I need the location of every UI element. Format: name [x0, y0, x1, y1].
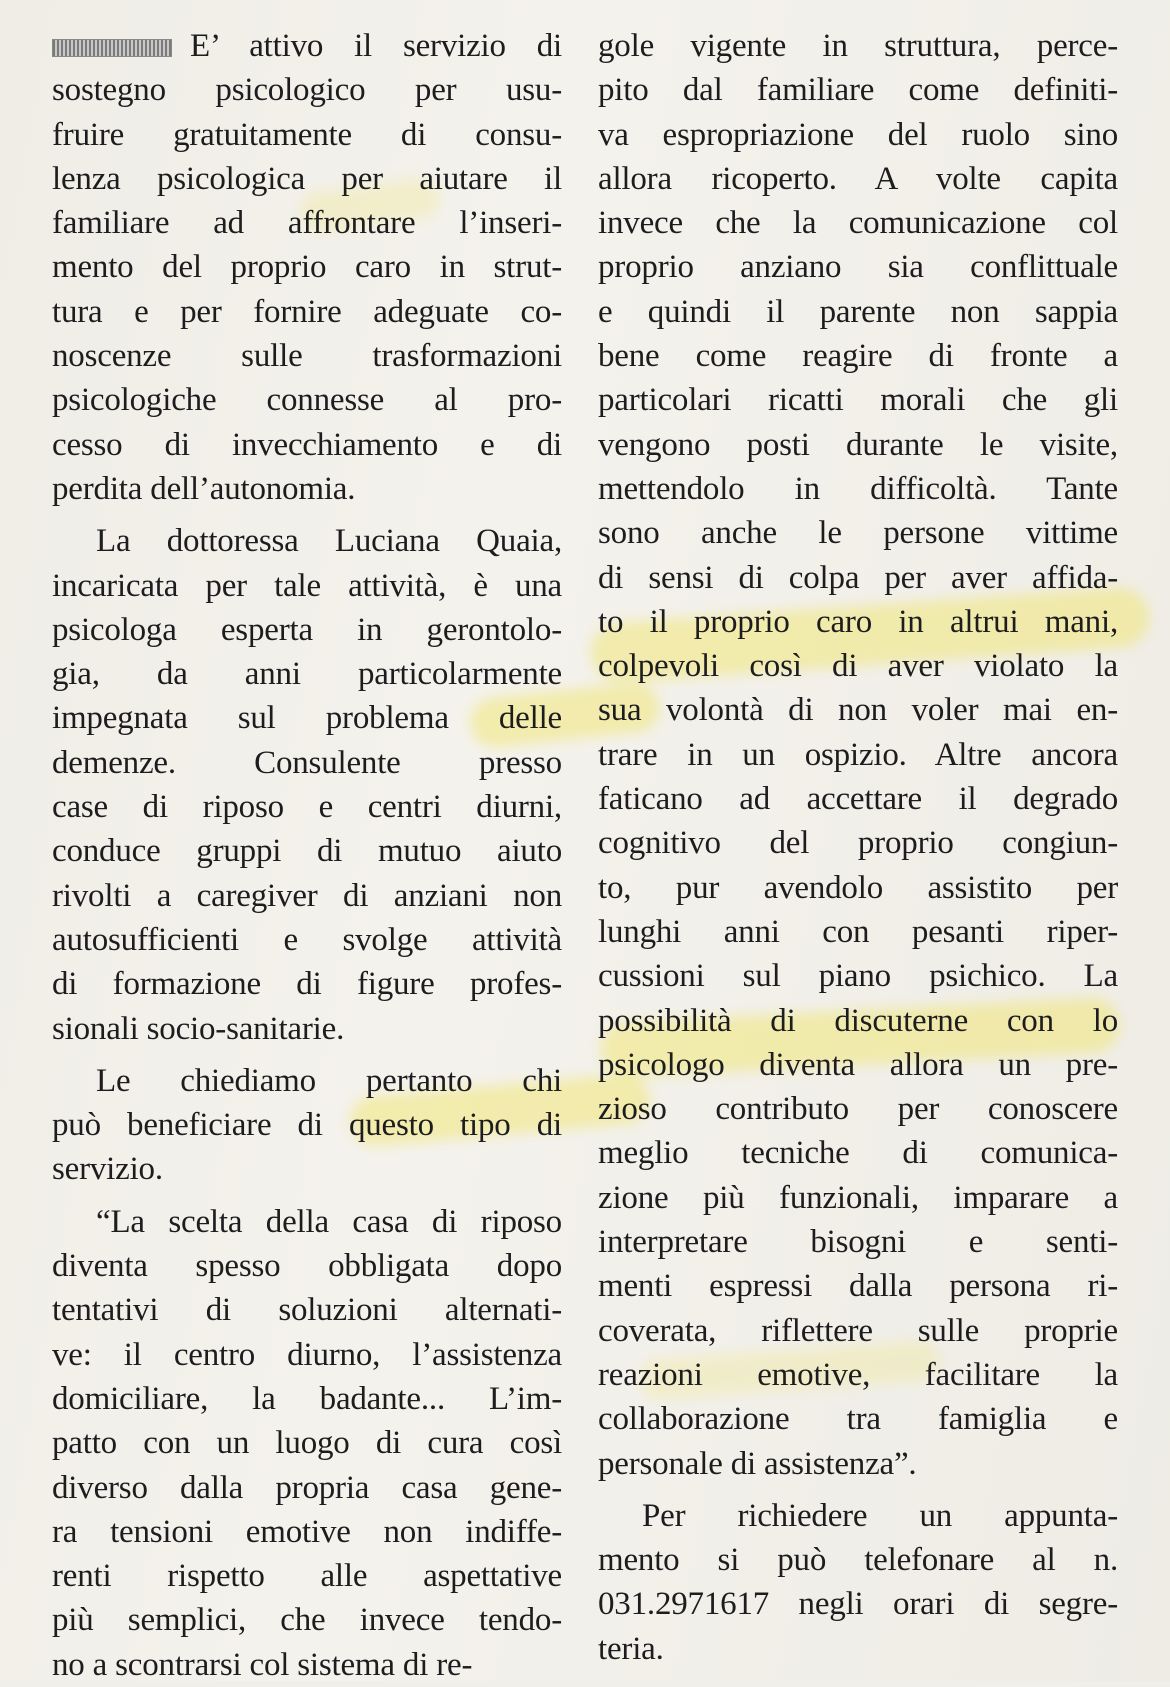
text-line-content: menti espressi dalla persona ri- [598, 1268, 1118, 1305]
text-line [598, 245, 1118, 289]
paragraph-gap [52, 511, 562, 519]
paragraph-gap [52, 1051, 562, 1059]
text-line-content: diventa spesso obbligata dopo [52, 1248, 562, 1285]
edge-fragment [0, 827, 36, 871]
text-line-content: più semplici, che invece tendo- [52, 1602, 562, 1639]
text-line [52, 467, 562, 511]
text-line-content: cognitivo del proprio congiun- [598, 825, 1118, 862]
text-line [598, 68, 1118, 112]
text-line [52, 1059, 562, 1103]
text-line-content: fruire gratuitamente di consu- [52, 116, 562, 153]
edge-fragment [0, 606, 36, 650]
text-line-content: renti rispetto alle aspettative [52, 1558, 562, 1595]
text-line-content: gia, da anni particolarmente [52, 656, 562, 693]
text-line [598, 1397, 1118, 1441]
text-line [598, 290, 1118, 334]
text-line [52, 24, 562, 68]
text-line [52, 1377, 562, 1421]
text-line [52, 245, 562, 289]
text-line [598, 1087, 1118, 1131]
text-line-content: e quindi il parente non sappia [598, 293, 1118, 330]
text-line-content: incaricata per tale attività, è una [52, 567, 562, 604]
text-line-content: domiciliare, la badante... L’im- [52, 1380, 562, 1417]
edge-fragment [0, 1005, 36, 1049]
text-line [598, 1494, 1118, 1538]
adjacent-column-fragments [0, 30, 36, 1580]
edge-fragment [0, 1492, 36, 1536]
text-line [52, 1466, 562, 1510]
text-line-content: interpretare bisogni e senti- [598, 1224, 1118, 1261]
article-paragraph [52, 24, 562, 511]
article-column-left [52, 24, 562, 1687]
text-line [598, 821, 1118, 865]
text-line [52, 1103, 562, 1147]
text-line [598, 1220, 1118, 1264]
text-line-content: La dottoressa Luciana Quaia, [96, 523, 562, 560]
text-line [52, 564, 562, 608]
edge-fragment [0, 429, 36, 473]
text-line [598, 467, 1118, 511]
text-line [598, 24, 1118, 68]
edge-fragment [0, 694, 36, 738]
text-line [598, 688, 1118, 732]
text-line-content: di sensi di colpa per aver affida- [598, 559, 1118, 596]
text-line-content: di formazione di figure profes- [52, 966, 562, 1003]
text-line [598, 644, 1118, 688]
text-line-content: ra tensioni emotive non indiffe- [52, 1513, 562, 1550]
text-line [52, 829, 562, 873]
edge-fragment [0, 960, 36, 1004]
text-line-content: familiare ad affrontare l’inseri- [52, 205, 562, 242]
text-line-content: zioso contributo per conoscere [598, 1091, 1118, 1128]
text-line-content: sono anche le persone vittime [598, 515, 1118, 552]
text-line-content: pito dal familiare come definiti- [598, 72, 1118, 109]
edge-fragment [0, 251, 36, 295]
text-line-content: sionali socio-sanitarie. [52, 1010, 345, 1047]
text-line-content: “La scelta della casa di riposo [96, 1203, 562, 1240]
edge-fragment [0, 163, 36, 207]
text-line-content: faticano ad accettare il degrado [598, 781, 1118, 818]
text-line-content: to il proprio caro in altrui mani, [598, 603, 1118, 640]
text-line [52, 1288, 562, 1332]
section-marker-bar [52, 39, 172, 57]
text-line-content: meglio tecniche di comunica- [598, 1135, 1118, 1172]
paragraph-gap [598, 1486, 1118, 1494]
text-line [598, 423, 1118, 467]
text-line-content: 031.2971617 negli orari di segre- [598, 1586, 1118, 1623]
article-paragraph [52, 1200, 562, 1687]
text-line [52, 1643, 562, 1687]
text-line-content: case di riposo e centri diurni, [52, 789, 562, 826]
text-line [52, 785, 562, 829]
text-line-content: demenze. Consulente presso [52, 744, 562, 781]
text-line [52, 290, 562, 334]
text-line-content: bene come reagire di fronte a [598, 338, 1118, 375]
text-line [598, 1176, 1118, 1220]
text-line-content: ve: il centro diurno, l’assistenza [52, 1336, 562, 1373]
article-column-right [598, 24, 1118, 1671]
text-line [598, 910, 1118, 954]
text-line-content: sostegno psicologico per usu- [52, 72, 562, 109]
text-line-content: mettendolo in difficoltà. Tante [598, 470, 1118, 507]
edge-fragment [0, 1359, 36, 1403]
edge-fragment [0, 562, 36, 606]
text-line [52, 1554, 562, 1598]
text-line-content: tura e per fornire adeguate co- [52, 293, 562, 330]
text-line-content: no a scontrarsi col sistema di re- [52, 1646, 473, 1683]
text-line-content: Le chiediamo pertanto chi [96, 1062, 562, 1099]
text-line [52, 157, 562, 201]
edge-fragment [0, 119, 36, 163]
edge-fragment [0, 384, 36, 428]
article-paragraph [598, 24, 1118, 1486]
edge-fragment [0, 783, 36, 827]
text-line [598, 1309, 1118, 1353]
edge-fragment [0, 1182, 36, 1226]
text-line-content: lenza psicologica per aiutare il [52, 160, 562, 197]
text-line-content: coverata, riflettere sulle proprie [598, 1312, 1118, 1349]
text-line-content: tentativi di soluzioni alternati- [52, 1292, 562, 1329]
text-line [52, 1333, 562, 1377]
edge-fragment [0, 207, 36, 251]
text-line [52, 334, 562, 378]
text-line-content: psicologa esperta in gerontolo- [52, 611, 562, 648]
text-line-content: proprio anziano sia conflittuale [598, 249, 1118, 286]
edge-fragment [0, 1448, 36, 1492]
edge-fragment [0, 517, 36, 561]
article-paragraph [52, 519, 562, 1051]
edge-fragment [0, 1226, 36, 1270]
text-line-content: particolari ricatti morali che gli [598, 382, 1118, 419]
edge-fragment [0, 1270, 36, 1314]
text-line [52, 1147, 562, 1191]
edge-fragment [0, 296, 36, 340]
edge-fragment [0, 916, 36, 960]
text-line-content: diverso dalla propria casa gene- [52, 1469, 562, 1506]
text-line-content: possibilità di discuterne con lo [598, 1002, 1118, 1039]
edge-fragment [0, 74, 36, 118]
edge-fragment [0, 739, 36, 783]
text-line-content: colpevoli così di aver violato la [598, 648, 1118, 685]
text-line [52, 918, 562, 962]
text-line [52, 652, 562, 696]
text-line-content: E’ attivo il servizio di [190, 28, 562, 64]
text-line [598, 866, 1118, 910]
text-line-content: cesso di invecchiamento e di [52, 426, 562, 463]
article-paragraph [598, 1494, 1118, 1671]
text-line-content: patto con un luogo di cura così [52, 1425, 562, 1462]
text-line-content: cussioni sul piano psichico. La [598, 958, 1118, 995]
text-line [52, 519, 562, 563]
text-line-content: invece che la comunicazione col [598, 205, 1118, 242]
text-line-content: teria. [598, 1630, 664, 1667]
text-line-content: personale di assistenza”. [598, 1445, 917, 1482]
text-line-content: to, pur avendolo assistito per [598, 869, 1118, 906]
text-line-content: perdita dell’autonomia. [52, 470, 356, 507]
text-line-content: sua volontà di non voler mai en- [598, 692, 1118, 729]
edge-fragment [0, 30, 36, 74]
text-line-content: rivolti a caregiver di anziani non [52, 877, 562, 914]
text-line [52, 113, 562, 157]
text-line [598, 777, 1118, 821]
text-line-content: mento si può telefonare al n. [598, 1542, 1118, 1579]
text-line [598, 999, 1118, 1043]
text-line [52, 1200, 562, 1244]
text-line [52, 741, 562, 785]
text-line [52, 1510, 562, 1554]
text-line-content: autosufficienti e svolge attività [52, 921, 562, 958]
text-line-content: noscenze sulle trasformazioni [52, 338, 562, 375]
text-line [598, 157, 1118, 201]
edge-fragment [0, 1403, 36, 1447]
text-line [52, 68, 562, 112]
text-line-content: psicologo diventa allora un pre- [598, 1046, 1118, 1083]
text-line-content: zione più funzionali, imparare a [598, 1179, 1118, 1216]
text-line [52, 608, 562, 652]
paragraph-gap [52, 1192, 562, 1200]
text-line [598, 113, 1118, 157]
text-line [52, 201, 562, 245]
text-line [598, 1131, 1118, 1175]
text-line [598, 201, 1118, 245]
text-line [598, 1043, 1118, 1087]
text-line-content: servizio. [52, 1151, 163, 1188]
text-line [52, 696, 562, 740]
text-line [52, 1421, 562, 1465]
text-line-content: psicologiche connesse al pro- [52, 382, 562, 419]
article-paragraph [52, 1059, 562, 1192]
text-line-content: gole vigente in struttura, perce- [598, 28, 1118, 64]
text-line-content: collaborazione tra famiglia e [598, 1401, 1118, 1438]
text-line-content: Per richiedere un appunta- [642, 1497, 1118, 1534]
text-line-content: vengono posti durante le visite, [598, 426, 1118, 463]
text-line-content: reazioni emotive, facilitare la [598, 1356, 1118, 1393]
edge-fragment [0, 340, 36, 384]
text-line [598, 334, 1118, 378]
text-line [52, 962, 562, 1006]
edge-fragment [0, 473, 36, 517]
text-line-content: impegnata sul problema delle [52, 700, 562, 737]
text-line [598, 556, 1118, 600]
text-line [598, 1353, 1118, 1397]
edge-fragment [0, 650, 36, 694]
text-line [598, 954, 1118, 998]
text-line [598, 378, 1118, 422]
text-line [598, 733, 1118, 777]
text-line-content: mento del proprio caro in strut- [52, 249, 562, 286]
text-line [598, 1627, 1118, 1671]
text-line [598, 1264, 1118, 1308]
text-line-content: lunghi anni con pesanti riper- [598, 913, 1118, 950]
edge-fragment [0, 1536, 36, 1580]
text-line [52, 423, 562, 467]
text-line [52, 378, 562, 422]
text-line [52, 874, 562, 918]
text-line [598, 1442, 1118, 1486]
text-line [52, 1007, 562, 1051]
text-line [598, 1538, 1118, 1582]
text-line [52, 1598, 562, 1642]
text-line [598, 600, 1118, 644]
text-line [598, 1582, 1118, 1626]
text-line-content: può beneficiare di questo tipo di [52, 1107, 562, 1144]
text-line-content: conduce gruppi di mutuo aiuto [52, 833, 562, 870]
edge-fragment [0, 1093, 36, 1137]
text-line-content: va espropriazione del ruolo sino [598, 116, 1118, 153]
text-line [598, 511, 1118, 555]
edge-fragment [0, 1049, 36, 1093]
edge-fragment [0, 1315, 36, 1359]
text-line-content: trare in un ospizio. Altre ancora [598, 736, 1118, 773]
edge-fragment [0, 1137, 36, 1181]
text-line-content: allora ricoperto. A volte capita [598, 160, 1118, 197]
text-line [52, 1244, 562, 1288]
edge-fragment [0, 872, 36, 916]
